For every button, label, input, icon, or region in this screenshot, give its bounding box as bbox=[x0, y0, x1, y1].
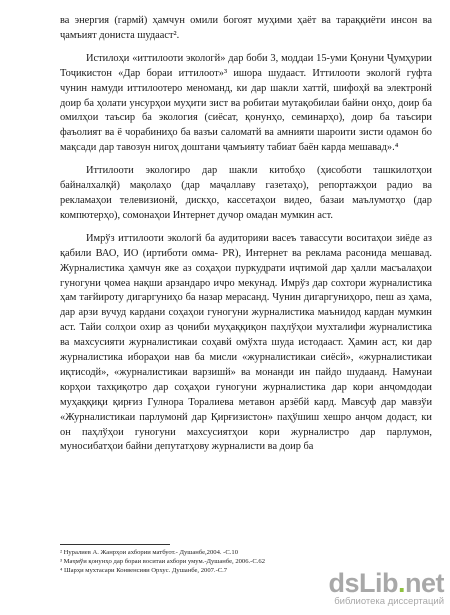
footnote-3: ³ Маҷмўи қонунҳо дар бораи воситаи ахбори умум.-Душанбе, 2006.-С.62 bbox=[60, 558, 266, 565]
dslib-watermark bbox=[294, 569, 444, 609]
watermark-subtitle: библиотека диссертаций bbox=[334, 596, 444, 607]
watermark-logo-tld: net bbox=[405, 568, 444, 598]
footnote-divider bbox=[60, 544, 170, 545]
footnote-4: ⁴ Шарҳи мухтасари Конвенсияи Орхус. Душанбе, 2007.-С.7 bbox=[60, 567, 228, 574]
paragraph-information-forms: Иттилооти экологиро дар шакли китобҳо (ҳисоботи ташкилотҳои байналхалқй) мақолаҳо (дар маҷаллаву газетаҳо), репортажҳои радио ва рекламаҳои телевизионй, дискҳо, кассетаҳои видео, базаи маълумотҳо (дар компютерҳо), сомонаҳои Интернет дучор омадан мумкин аст. bbox=[60, 165, 432, 221]
watermark-logo-dot: . bbox=[397, 568, 405, 598]
paragraph-journalism: Имрўз иттилооти экологй ба аудиторияи васеъ тавассути воситаҳои зиёде аз қабили ВАО, ИО (иртиботи омма- PR), Интернет ва реклама расонида мешавад. Журналистика ҳамчун яке аз соҳаҳои пуркудрати иҷтимой дар ҳалли масъалаҳои гуногуни ҷомеа нақши арзандаро ичро мекунад. Имрўз дар сохтори журналистика ҳам тағйироту дигаргуниҳо ба назар мерасанд. Чунин дигаргуниҳоро, пеш аз ҳама, дар арзи вучуд кардани соҳаҳои гуногуни журналистика маънидод кардан мумкин аст. Тайи солҳои охир аз ҷониби муҳаққиқон паҳлўҳои мухталифи журналистика ва махсусияти журналистикаи соҳавй омўхта шуда истодааст. Ҳамин аст, ки дар журналистика ибораҳои нав ба мисли «журналистикаи сиёсй», «журналистикаи иқтисодй», «журналистикаи варзишй» ва монанди ин пайдо шудаанд. Намунаи корҳои тахқиқотро дар соҳаҳои гуногуни журналистика дар кори анҷомдодаи муҳаққиқи қирғиз Гулнора Торалиева метавон арзёбй кард. Мавсуф дар мавзўи «Журналистикаи парлумонй дар Қирғизистон» паҳўшиш хешро анҷом додаст, ки он паҳлўҳои гуногуни махсусиятҳои кори журналистро дар парлумон, муносибатҳои байни депутатҳову журналисти ва доир ба bbox=[60, 232, 432, 453]
footnote-2: ² Нуралиев А. Жанрҳои ахбории матбуот.- Душанбе,2004. -С.10 bbox=[60, 549, 239, 556]
paragraph-continuation: ва энергия (гармй) ҳамчун омили богоят муҳими ҳаёт ва тараққиёти инсон ва ҷамъият дониста шудааст². bbox=[60, 15, 432, 41]
paragraph-ecological-information-definition: Истилоҳи «иттилооти экологй» дар боби 3, моддаи 15-уми Қонуни Ҷумҳурии Тоҷикистон «Дар бораи иттилоот»³ ишора шудааст. Иттилооти экологй гуфта чунин намуди иттилоотеро меноманд, ки дар шакли хаттй, шифоҳй ва электронй доир ба ҳолати унсурҳои муҳити зист ва робитаи мутақобилаи байни онҳо, доир ба омилҳои таъсир ба экология (сиёсат, қонунҳо, семинарҳо), доир ба таъсири фаъолият ва ё чорабиниҳо ба вазъи саломатй ва амнияти шароити зисти одамон бо мақсади дар тавозун нигоҳ доштани ҷамъияту табиат баён карда мешавад».⁴ bbox=[60, 52, 432, 154]
watermark-logo-main: dsLib bbox=[328, 568, 398, 598]
watermark-logo bbox=[294, 569, 444, 597]
body-text bbox=[60, 14, 432, 463]
